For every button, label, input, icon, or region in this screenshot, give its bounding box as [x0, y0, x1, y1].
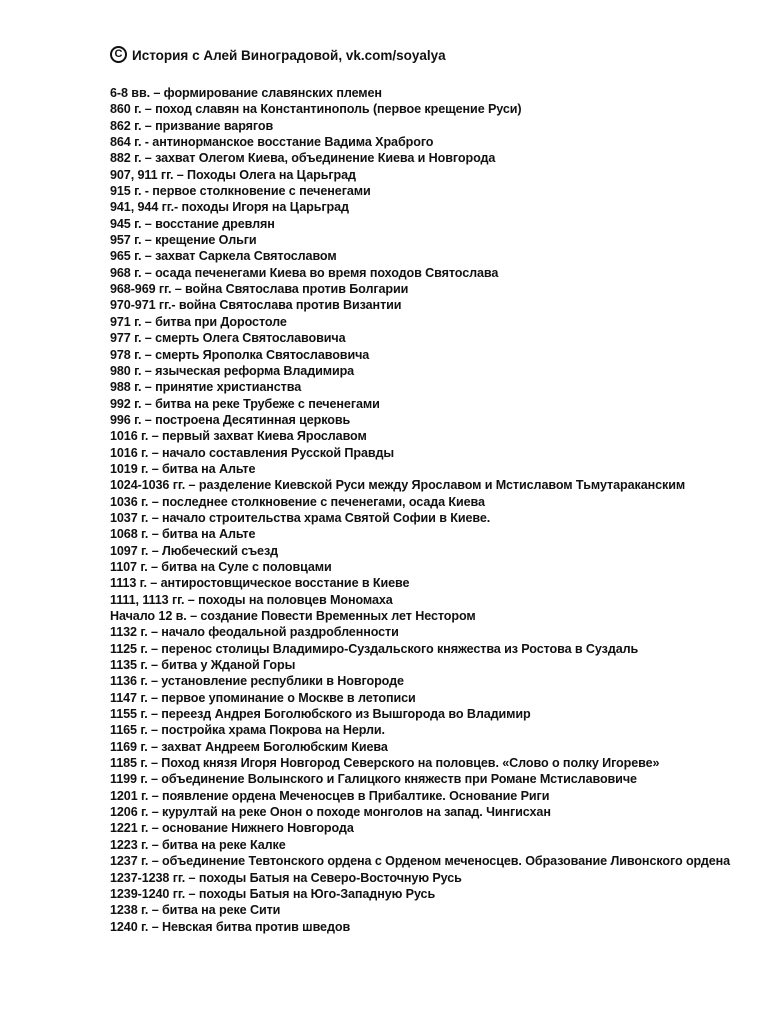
timeline-entry: 1199 г. – объединение Волынского и Галицкого княжеств при Романе Мстиславовиче [110, 772, 637, 787]
copyright-icon: C [110, 46, 127, 63]
timeline-entry: 860 г. – поход славян на Константинополь (первое крещение Руси) [110, 102, 522, 117]
timeline-entry: 1206 г. – курултай на реке Онон о походе монголов на запад. Чингисхан [110, 805, 551, 820]
timeline-entry: 1036 г. – последнее столкновение с печенегами, осада Киева [110, 494, 485, 509]
header-title: История с Алей Виноградовой, vk.com/soyalya [132, 47, 446, 63]
timeline-entry: 968 г. – осада печенегами Киева во время походов Святослава [110, 265, 499, 280]
timeline-entry: 1125 г. – перенос столицы Владимиро-Суздальского княжества из Ростова в Суздаль [110, 641, 639, 656]
timeline-entry: 1107 г. – битва на Суле с половцами [110, 559, 332, 574]
timeline-entry: 978 г. – смерть Ярополка Святославовича [110, 347, 370, 362]
timeline-entry: 915 г. - первое столкновение с печенегами [110, 184, 371, 199]
timeline-entry: 862 г. – призвание варягов [110, 118, 274, 133]
timeline-entry: 1113 г. – антиростовщическое восстание в Киеве [110, 576, 410, 591]
timeline-entry: 1223 г. – битва на реке Калке [110, 837, 286, 852]
timeline-entry: 996 г. – построена Десятинная церковь [110, 412, 351, 427]
timeline-entry: 1165 г. – постройка храма Покрова на Нерли. [110, 723, 385, 738]
timeline-entry: 1016 г. – начало составления Русской Правды [110, 445, 395, 460]
timeline-entry: 1201 г. – появление ордена Меченосцев в Прибалтике. Основание Риги [110, 788, 550, 803]
timeline-entry: Начало 12 в. – создание Повести Временных лет Нестором [110, 609, 476, 623]
timeline-entry: 1237-1238 гг. – походы Батыя на Северо-Восточную Русь [110, 870, 462, 885]
timeline-entry: 1221 г. – основание Нижнего Новгорода [110, 821, 354, 836]
document-header [110, 40, 750, 70]
document-page [110, 40, 750, 935]
timeline-entry: 988 г. – принятие христианства [110, 380, 302, 395]
timeline-entry: 1037 г. – начало строительства храма Святой Софии в Киеве. [110, 510, 491, 525]
timeline-entry: 864 г. - антинорманское восстание Вадима Храброго [110, 135, 434, 150]
timeline-entry: 1185 г. – Поход князя Игоря Новгород Северского на половцев. «Слово о полку Игореве» [110, 756, 660, 771]
timeline-entry: 1239-1240 гг. – походы Батыя на Юго-Западную Русь [110, 886, 436, 901]
timeline-entry: 1237 г. – объединение Тевтонского ордена с Орденом меченосцев. Образование Ливонского ордена [110, 854, 731, 869]
timeline-entry: 968-969 гг. – война Святослава против Болгарии [110, 282, 409, 297]
timeline-entry: 1147 г. – первое упоминание о Москве в летописи [110, 690, 416, 705]
timeline-entry: 1240 г. – Невская битва против шведов [110, 919, 351, 934]
timeline-entry: 1097 г. – Любеческий съезд [110, 543, 279, 558]
timeline-entry: 941, 944 гг.- походы Игоря на Царьград [110, 200, 349, 215]
timeline-entry: 977 г. – смерть Олега Святославовича [110, 331, 346, 346]
timeline-entry: 1136 г. – установление республики в Новгороде [110, 674, 404, 689]
timeline-entry: 980 г. – языческая реформа Владимира [110, 363, 355, 378]
timeline-entry: 1024-1036 гг. – разделение Киевской Руси между Ярославом и Мстиславом Тьмутараканским [110, 478, 686, 493]
timeline-entry: 992 г. – битва на реке Трубеже с печенегами [110, 396, 380, 411]
timeline-entry: 1169 г. – захват Андреем Боголюбским Киева [110, 739, 388, 754]
timeline-entry: 971 г. – битва при Доростоле [110, 314, 287, 329]
timeline-entry: 957 г. – крещение Ольги [110, 233, 257, 248]
timeline-entry: 1019 г. – битва на Альте [110, 461, 256, 476]
timeline-entry: 907, 911 гг. – Походы Олега на Царьград [110, 167, 356, 182]
timeline-entry: 1155 г. – переезд Андрея Боголюбского из Вышгорода во Владимир [110, 707, 531, 722]
timeline-entry: 970-971 гг.- война Святослава против Византии [110, 298, 402, 313]
timeline-entry: 882 г. – захват Олегом Киева, объединение Киева и Новгорода [110, 151, 496, 166]
timeline-entry: 6-8 вв. – формирование славянских племен [110, 86, 382, 100]
timeline-entry: 1238 г. – битва на реке Сити [110, 903, 281, 918]
timeline-entry: 1068 г. – битва на Альте [110, 527, 256, 542]
timeline-entry: 965 г. – захват Саркела Святославом [110, 249, 337, 264]
timeline-entry: 1135 г. – битва у Жданой Горы [110, 658, 296, 673]
timeline-entry: 1132 г. – начало феодальной раздробленности [110, 625, 399, 640]
timeline-entry: 945 г. – восстание древлян [110, 216, 275, 231]
timeline-entry: 1016 г. – первый захват Киева Ярославом [110, 429, 367, 444]
timeline-list [110, 85, 750, 935]
timeline-entry: 1111, 1113 гг. – походы на половцев Мономаха [110, 592, 393, 607]
